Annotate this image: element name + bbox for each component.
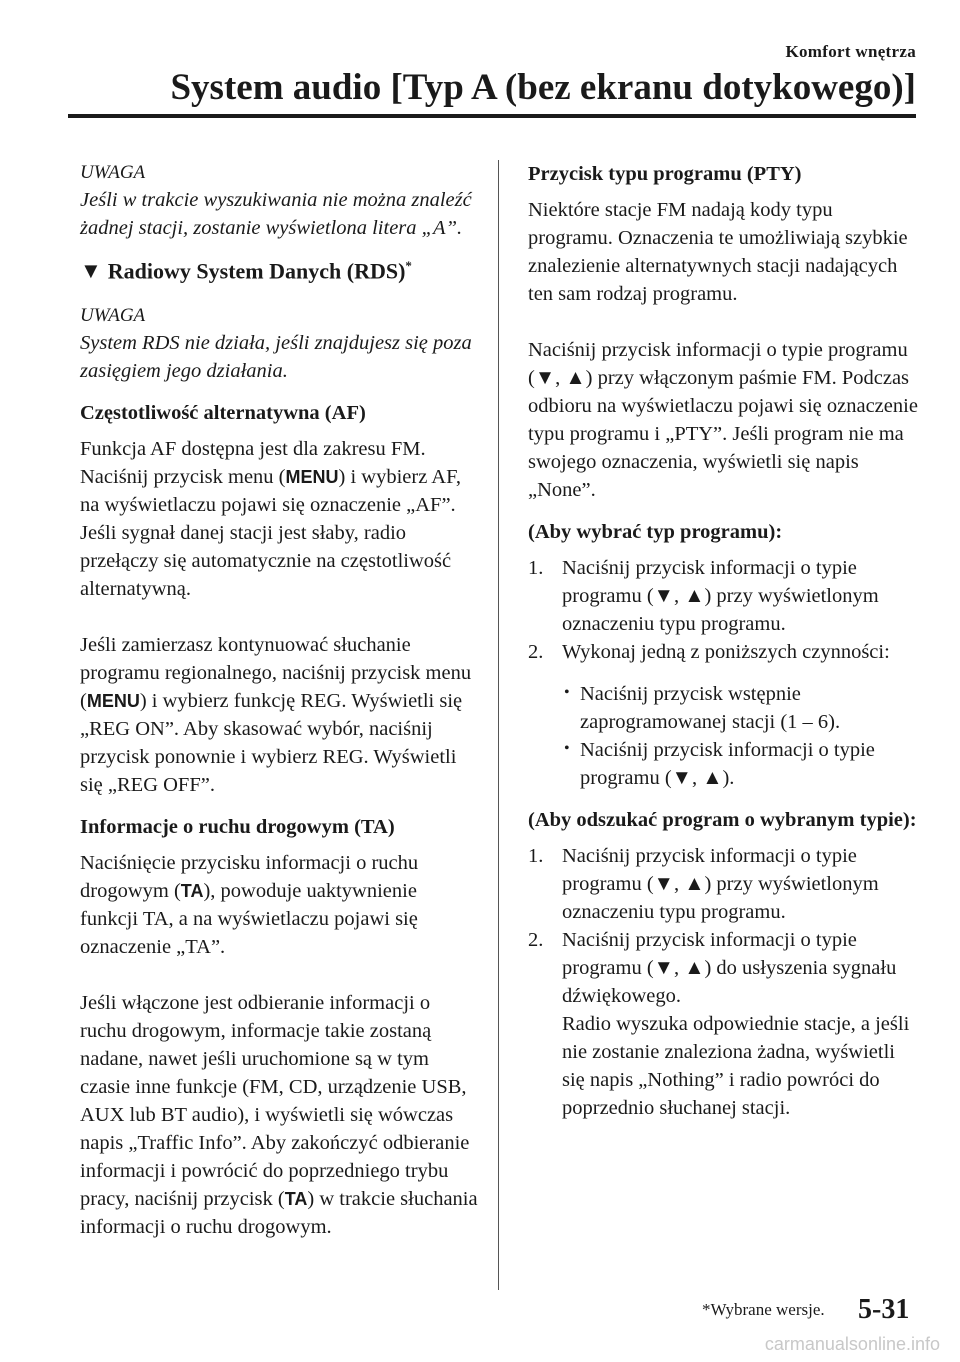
left-column	[80, 160, 480, 1241]
list-item: 1. Naciśnij przycisk informacji o typie programu (▼, ▲) przy wyświetlonym oznaczeniu typu programu.	[528, 845, 879, 923]
af-paragraph-2: Jeśli zamierzasz kontynuować słuchanie programu regionalnego, naciśnij przycisk menu (MENU) i wybierz funkcję REG. Wyświetli się „REG ON”. Aby skasować wybór, naciśnij przycisk ponownie i wybierz REG. Wyświetli się „REG OFF”.	[80, 634, 472, 797]
footer-note: *Wybrane wersje.	[702, 1300, 825, 1319]
ta-button-label: TA	[180, 881, 204, 902]
note-text: System RDS nie działa, jeśli znajdujesz się poza zasięgiem jego działania.	[80, 332, 472, 383]
note-heading: UWAGA	[80, 305, 146, 327]
right-column	[528, 160, 920, 1122]
select-bullets	[562, 680, 920, 792]
header-rule	[68, 114, 916, 118]
bullet-icon: •	[564, 740, 570, 757]
page-number: 5-31	[858, 1294, 910, 1325]
pty-paragraph-2: Naciśnij przycisk informacji o typie programu (▼, ▲) przy włączonym paśmie FM. Podczas odbioru na wyświetlaczu pojawi się oznaczenie typu programu i „PTY”. Jeśli program nie ma swojego oznaczenia, wyświetli się napis „None”.	[528, 339, 918, 501]
ta-subtitle: Informacje o ruchu drogowym (TA)	[80, 816, 395, 839]
af-paragraph-1: Funkcja AF dostępna jest dla zakresu FM. Naciśnij przycisk menu (MENU) i wybierz AF, na wyświetlaczu pojawi się oznaczenie „AF”. Jeśli sygnał danej stacji jest słaby, radio przełączy się automatycznie na częstotliwość alternatywną.	[80, 438, 461, 601]
search-steps	[528, 842, 920, 1122]
pty-paragraph-1: Niektóre stacje FM nadają kody typu programu. Oznaczenia te umożliwiają szybkie znalezienie alternatywnych stacji nadających ten sam rodzaj programu.	[528, 199, 908, 305]
pty-subtitle: Przycisk typu programu (PTY)	[528, 163, 802, 185]
column-divider	[498, 160, 499, 1290]
af-subtitle: Częstotliwość alternatywna (AF)	[80, 402, 366, 425]
select-steps	[528, 554, 920, 792]
ta-paragraph-2: Jeśli włączone jest odbieranie informacji o ruchu drogowym, informacje takie zostaną nadane, nawet jeśli uruchomione są w tym czasie inne funkcje (FM, CD, urządzenie USB, AUX lub BT audio), i wyświetli się wówczas napis „Traffic Info”. Aby zakończyć odbieranie informacji i powrócić do poprzedniego trybu pracy, naciśnij przycisk (TA) w trakcie słuchania informacji o ruchu drogowym.	[80, 992, 478, 1239]
menu-button-label: MENU	[285, 467, 339, 488]
optional-marker: *	[405, 258, 412, 273]
note-heading: UWAGA	[80, 162, 146, 183]
watermark: carmanualsonline.info	[764, 1334, 940, 1354]
bullet-icon: •	[564, 684, 570, 701]
note-text: Jeśli w trakcie wyszukiwania nie można znaleźć żadnej stacji, zostanie wyświetlona litera „A”.	[80, 189, 472, 239]
ta-button-label: TA	[284, 1189, 308, 1210]
rds-title-text: Radiowy System Danych (RDS)	[107, 258, 406, 284]
menu-button-label: MENU	[86, 691, 140, 712]
triangle-down-icon: ▼	[80, 258, 102, 284]
rds-section-title	[80, 252, 480, 285]
select-subtitle: (Aby wybrać typ programu):	[528, 521, 783, 543]
list-item: • Naciśnij przycisk wstępnie zaprogramowanej stacji (1 – 6).	[562, 680, 920, 736]
list-item: 2. Wykonaj jedną z poniższych czynności: • Naciśnij przycisk wstępnie zaprogramowanej stacji (1 – 6). • Naciśnij przycisk informacji o typie programu (▼, ▲).	[528, 638, 920, 792]
ta-paragraph-1: Naciśnięcie przycisku informacji o ruchu drogowym (TA), powoduje uaktywnienie funkcji TA, a na wyświetlaczu pojawi się oznaczenie „TA”.	[80, 852, 419, 959]
list-item: • Naciśnij przycisk informacji o typie programu (▼, ▲).	[562, 736, 920, 792]
header-section-label: Komfort wnętrza	[785, 42, 916, 61]
list-item: 2. Naciśnij przycisk informacji o typie programu (▼, ▲) do usłyszenia sygnału dźwiękowego. Radio wyszuka odpowiednie stacje, a jeśli nie zostanie znaleziona żadna, wyświetli się napis „Nothing” i radio powróci do poprzednio słuchanej stacji.	[528, 929, 910, 1119]
page-title: System audio [Typ A (bez ekranu dotykowego)]	[170, 67, 916, 108]
search-subtitle: (Aby odszukać program o wybranym typie):	[528, 809, 917, 831]
list-item: 1. Naciśnij przycisk informacji o typie programu (▼, ▲) przy wyświetlonym oznaczeniu typu programu.	[528, 557, 879, 635]
